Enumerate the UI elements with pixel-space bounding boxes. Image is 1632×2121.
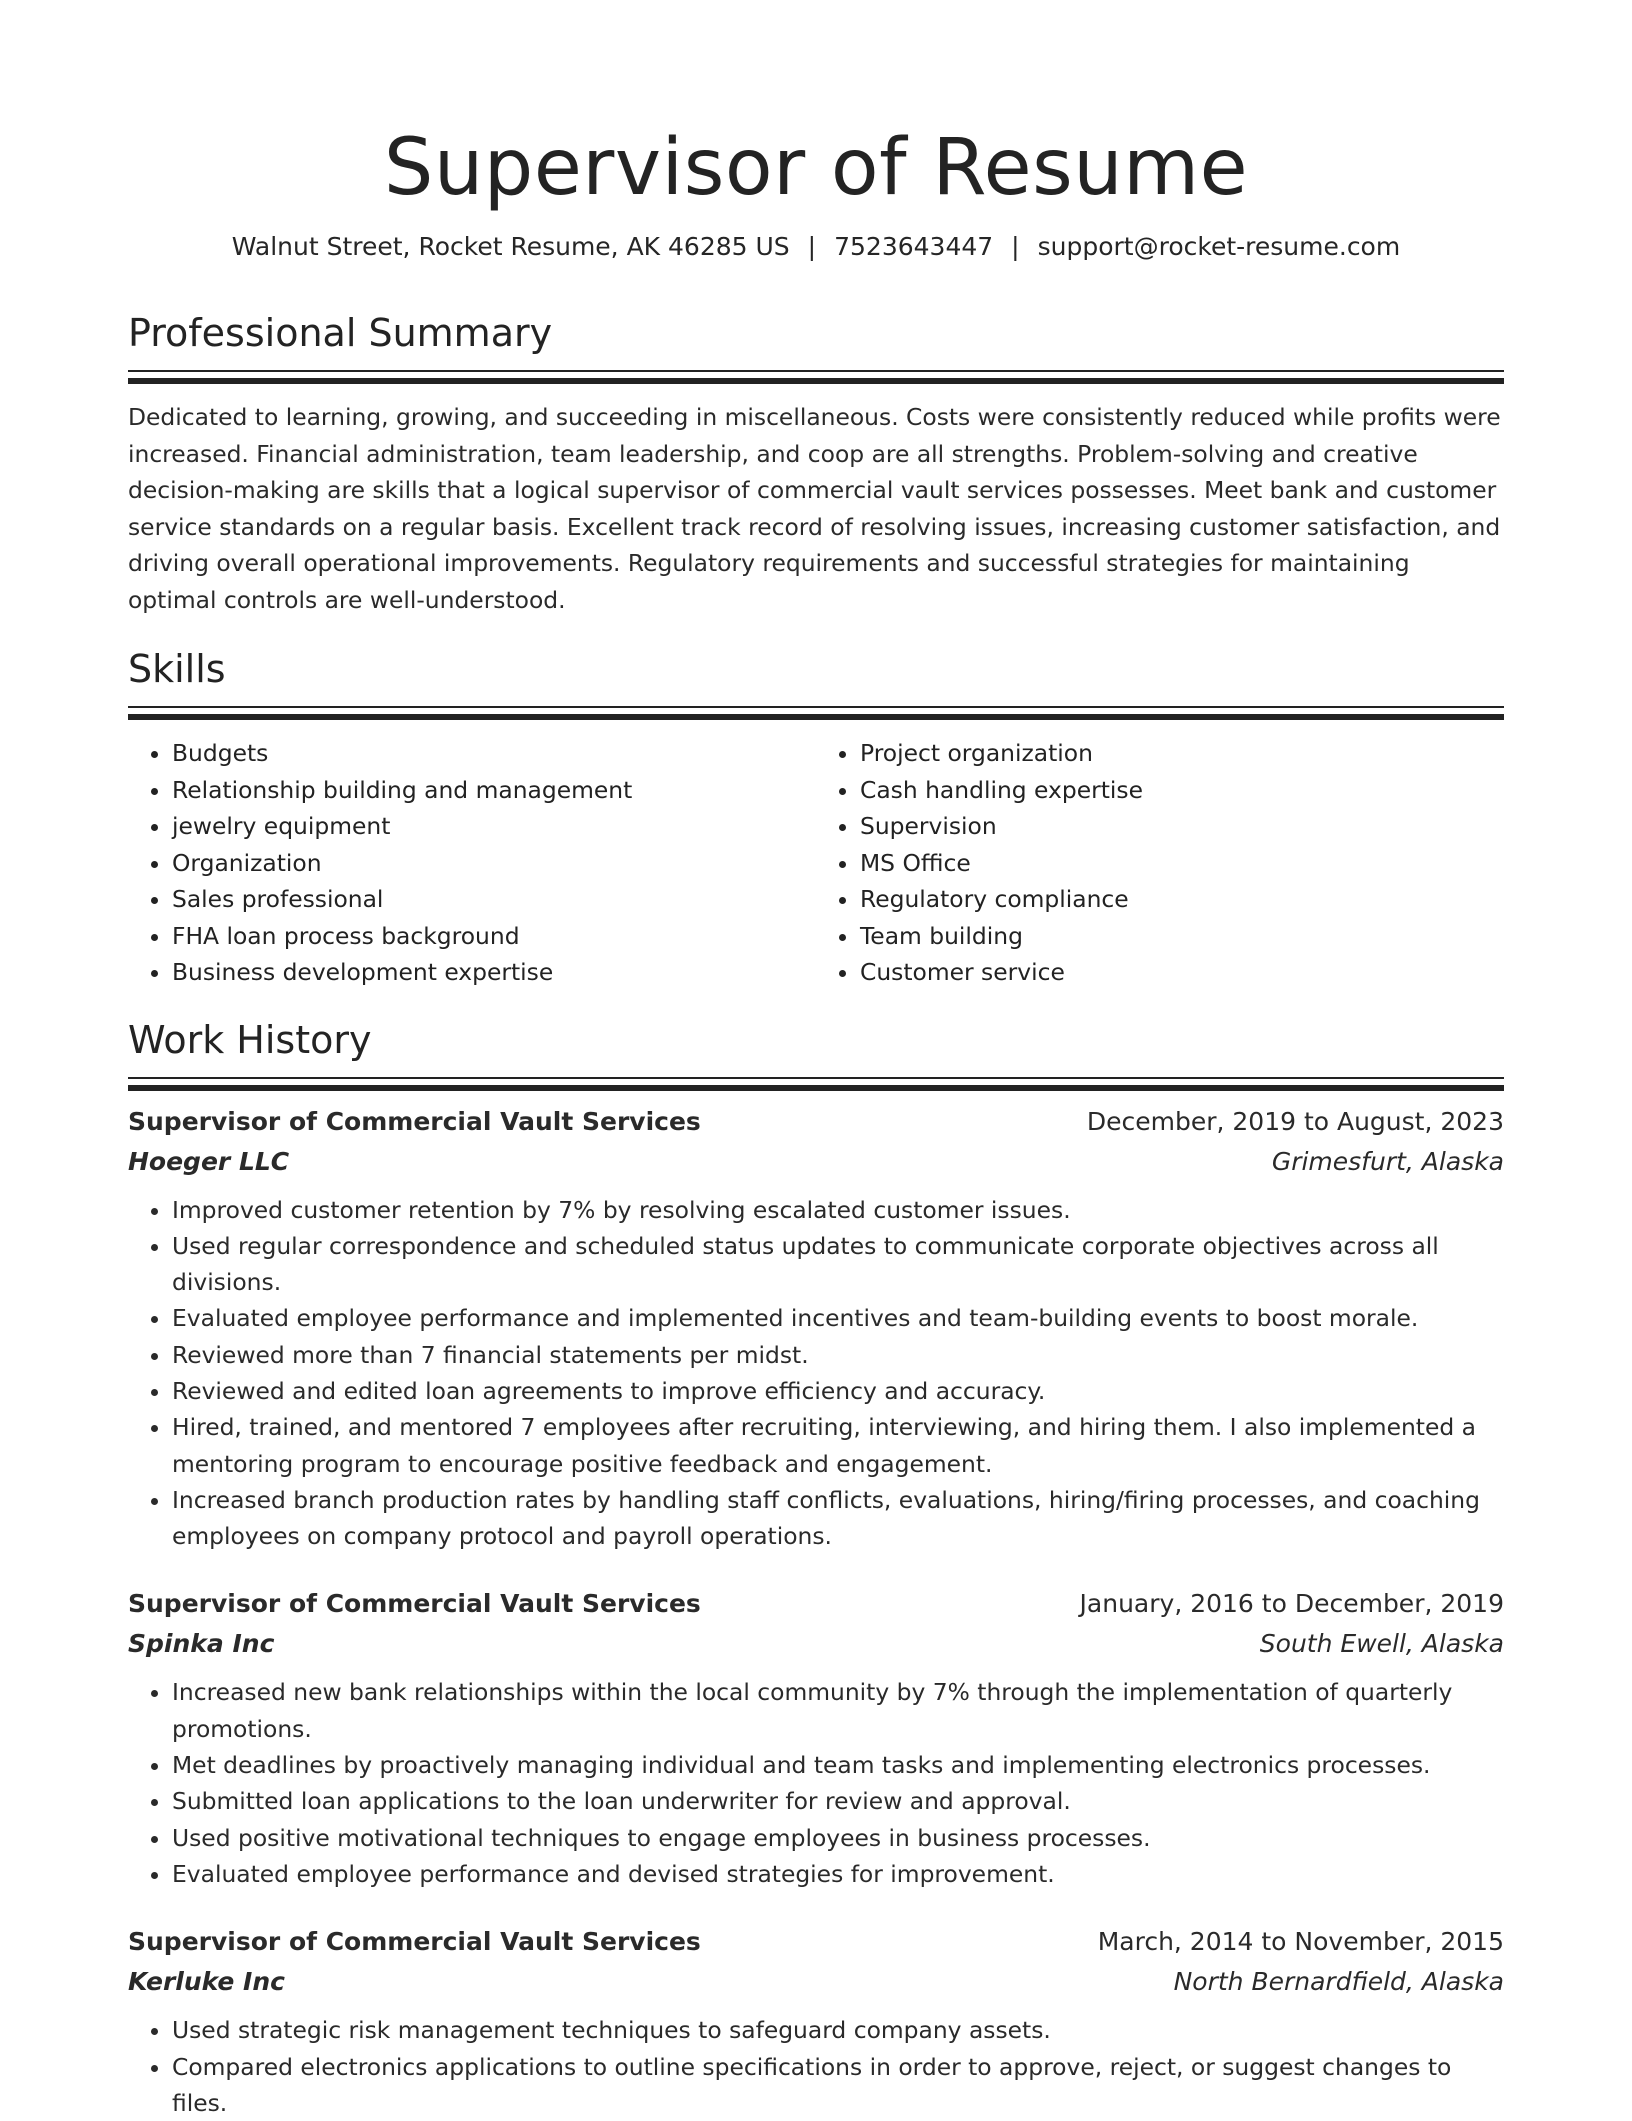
job-bullet: • Compared electronics applications to outline specifications in order to approve, reject, or suggest changes to files.	[172, 2049, 1504, 2121]
job-bullet: • Improved customer retention by 7% by resolving escalated customer issues.	[172, 1192, 1504, 1228]
job-bullet: • Reviewed and edited loan agreements to improve efficiency and accuracy.	[172, 1373, 1504, 1409]
job-location: South Ewell, Alaska	[1260, 1624, 1504, 1664]
skills-list-left	[128, 735, 816, 991]
skills-list-right	[816, 735, 1504, 991]
job-bullet: • Increased branch production rates by handling staff conflicts, evaluations, hiring/firing processes, and coaching employees on company protocol and payroll operations.	[172, 1482, 1504, 1555]
section-title-work-history: Work History	[128, 1015, 1504, 1065]
resume-page	[128, 0, 1504, 2121]
job-dates: December, 2019 to August, 2023	[1087, 1102, 1504, 1142]
job-header-row	[128, 1102, 1504, 1142]
job-bullet: • Used regular correspondence and scheduled status updates to communicate corporate objectives across all divisions.	[172, 1228, 1504, 1301]
job-bullet: • Increased new bank relationships within the local community by 7% through the implementation of quarterly promotions.	[172, 1674, 1504, 1747]
job-header-row	[128, 1584, 1504, 1624]
skills-section	[128, 644, 1504, 991]
skill-item: • Relationship building and management	[172, 772, 816, 809]
contact-separator: |	[1011, 230, 1019, 264]
job-bullets	[128, 1674, 1504, 1892]
job-company: Hoeger LLC	[128, 1142, 289, 1182]
skill-item: • Team building	[860, 918, 1504, 955]
job-header-row	[128, 1922, 1504, 1962]
skills-columns	[128, 735, 1504, 991]
section-title-summary: Professional Summary	[128, 308, 1504, 358]
job-company-row	[128, 1624, 1504, 1664]
skill-item: • Regulatory compliance	[860, 881, 1504, 918]
skill-item: • Budgets	[172, 735, 816, 772]
work-history-section	[128, 1015, 1504, 2121]
contact-phone: 7523643447	[834, 232, 993, 261]
job-location: Grimesfurt, Alaska	[1272, 1142, 1504, 1182]
section-divider	[128, 706, 1504, 711]
skill-item: • Customer service	[860, 954, 1504, 991]
job-title: Supervisor of Commercial Vault Services	[128, 1102, 701, 1142]
skill-item: • MS Office	[860, 845, 1504, 882]
job-entry	[128, 1102, 1504, 1555]
professional-summary-section	[128, 308, 1504, 618]
job-dates: January, 2016 to December, 2019	[1080, 1584, 1504, 1624]
job-company-row	[128, 1142, 1504, 1182]
summary-text: Dedicated to learning, growing, and succeeding in miscellaneous. Costs were consistently reduced while profits were increased. Financial administration, team leadership, and coop are all strengths. Problem-solving and creative decision-making are skills that a logical supervisor of commercial vault services possesses. Meet bank and customer service standards on a regular basis. Excellent track record of resolving issues, increasing customer satisfaction, and driving overall operational improvements. Regulatory requirements and successful strategies for maintaining optimal controls are well-understood.	[128, 399, 1504, 618]
contact-line	[128, 230, 1504, 264]
skill-item: • Supervision	[860, 808, 1504, 845]
job-bullet: • Hired, trained, and mentored 7 employees after recruiting, interviewing, and hiring them. I also implemented a mentoring program to encourage positive feedback and engagement.	[172, 1409, 1504, 1482]
job-bullet: • Evaluated employee performance and implemented incentives and team-building events to boost morale.	[172, 1300, 1504, 1336]
skill-item: • FHA loan process background	[172, 918, 816, 955]
skill-item: • Organization	[172, 845, 816, 882]
section-title-skills: Skills	[128, 644, 1504, 694]
section-divider	[128, 1077, 1504, 1082]
job-company: Kerluke Inc	[128, 1962, 285, 2002]
job-bullet: • Used strategic risk management techniques to safeguard company assets.	[172, 2012, 1504, 2048]
skill-item: • Cash handling expertise	[860, 772, 1504, 809]
job-bullet: • Evaluated employee performance and devised strategies for improvement.	[172, 1856, 1504, 1892]
job-entry	[128, 1922, 1504, 2121]
contact-separator: |	[808, 230, 816, 264]
skill-item: • Project organization	[860, 735, 1504, 772]
job-dates: March, 2014 to November, 2015	[1098, 1922, 1504, 1962]
job-company-row	[128, 1962, 1504, 2002]
job-bullet: • Used positive motivational techniques to engage employees in business processes.	[172, 1820, 1504, 1856]
job-entry	[128, 1584, 1504, 1892]
job-bullet: • Submitted loan applications to the loan underwriter for review and approval.	[172, 1783, 1504, 1819]
skill-item: • Sales professional	[172, 881, 816, 918]
job-company: Spinka Inc	[128, 1624, 274, 1664]
job-location: North Bernardfield, Alaska	[1174, 1962, 1504, 2002]
skill-item: • Business development expertise	[172, 954, 816, 991]
section-divider	[128, 370, 1504, 375]
skill-item: • jewelry equipment	[172, 808, 816, 845]
job-bullet: • Met deadlines by proactively managing individual and team tasks and implementing electronics processes.	[172, 1747, 1504, 1783]
resume-name: Supervisor of Resume	[128, 0, 1504, 216]
job-title: Supervisor of Commercial Vault Services	[128, 1922, 701, 1962]
job-bullets	[128, 2012, 1504, 2121]
contact-address: Walnut Street, Rocket Resume, AK 46285 US	[232, 232, 790, 261]
contact-email: support@rocket-resume.com	[1038, 232, 1401, 261]
job-bullet: • Reviewed more than 7 financial statements per midst.	[172, 1337, 1504, 1373]
job-bullets	[128, 1192, 1504, 1555]
job-title: Supervisor of Commercial Vault Services	[128, 1584, 701, 1624]
